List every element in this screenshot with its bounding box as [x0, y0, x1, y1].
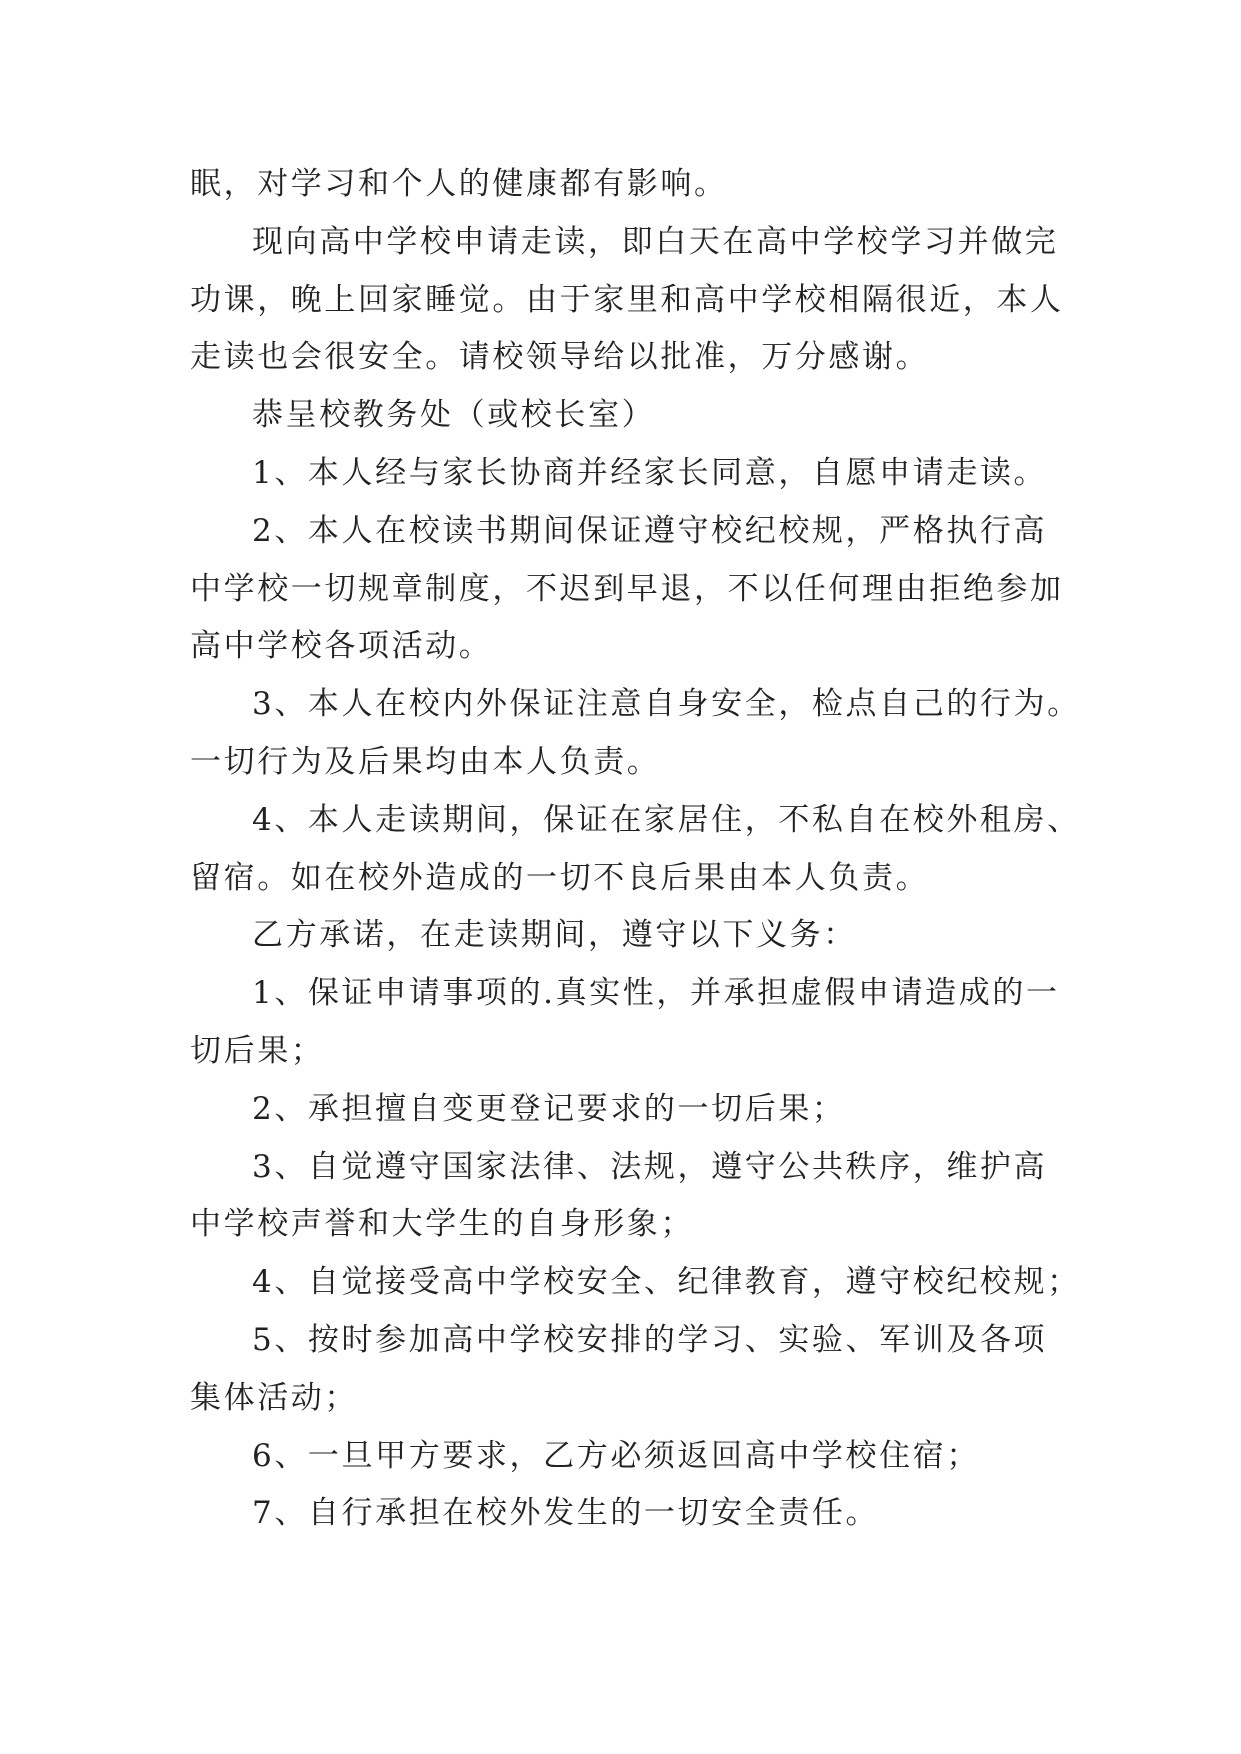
text-line: 恭呈校教务处（或校长室） — [252, 397, 656, 434]
document-body — [190, 156, 1081, 1543]
text-line: 3、本人在校内外保证注意自身安全，检点自己的行为。 — [252, 686, 1081, 723]
text-line: 一切行为及后果均由本人负责。 — [190, 743, 661, 780]
text-line: 7、自行承担在校外发生的一切安全责任。 — [252, 1495, 880, 1532]
text-line: 功课，晚上回家睡觉。由于家里和高中学校相隔很近，本人 — [190, 281, 1064, 318]
text-line: 切后果； — [190, 1032, 325, 1069]
text-line: 4、自觉接受高中学校安全、纪律教育，遵守校纪校规； — [252, 1264, 1081, 1301]
text-line: 6、一旦甲方要求，乙方必须返回高中学校住宿； — [252, 1437, 980, 1474]
text-line: 高中学校各项活动。 — [190, 628, 493, 665]
text-line: 中学校一切规章制度，不迟到早退，不以任何理由拒绝参加 — [190, 570, 1064, 607]
text-line: 走读也会很安全。请校领导给以批准，万分感谢。 — [190, 339, 930, 376]
text-line: 5、按时参加高中学校安排的学习、实验、军训及各项 — [252, 1321, 1048, 1358]
text-line: 4、本人走读期间，保证在家居住，不私自在校外租房、 — [252, 801, 1081, 838]
text-line: 1、保证申请事项的.真实性，并承担虚假申请造成的一 — [252, 975, 1060, 1012]
text-line: 留宿。如在校外造成的一切不良后果由本人负责。 — [190, 859, 930, 896]
text-line: 集体活动； — [190, 1379, 358, 1416]
text-line: 2、承担擅自变更登记要求的一切后果； — [252, 1090, 846, 1127]
text-line: 3、自觉遵守国家法律、法规，遵守公共秩序，维护高 — [252, 1148, 1048, 1185]
text-line: 眠，对学习和个人的健康都有影响。 — [190, 166, 728, 202]
text-line: 2、本人在校读书期间保证遵守校纪校规，严格执行高 — [252, 512, 1048, 549]
text-line: 1、本人经与家长协商并经家长同意，自愿申请走读。 — [252, 454, 1048, 491]
text-line: 现向高中学校申请走读，即白天在高中学校学习并做完 — [252, 223, 1059, 260]
text-line: 中学校声誉和大学生的自身形象； — [190, 1206, 694, 1243]
text-line: 乙方承诺，在走读期间，遵守以下义务： — [252, 917, 857, 954]
